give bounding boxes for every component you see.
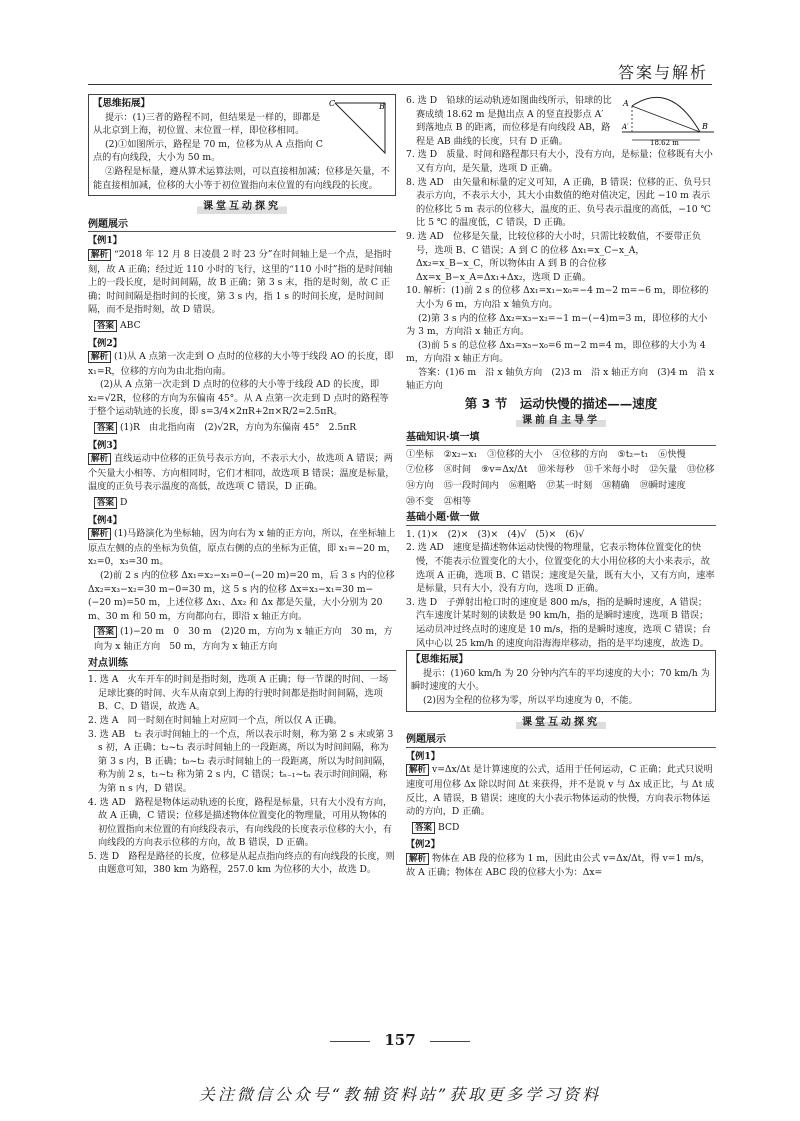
kn-19: ⑲瞬时速度 <box>639 480 686 492</box>
kn-14: ⑭方向 <box>406 480 434 492</box>
fig-label-a: A <box>623 99 629 108</box>
example-2-analysis-2: (2)从 A 点第一次走到 D 点时的位移的大小等于线段 AD 的长度，即 x₂=√2R，位移的方向为东偏南 45°。从 A 点第一次走到 D 点时的路程等于整个运动轨迹的长度，即 s=3/4×2πR+2π×R/2=2.5πR。 <box>88 379 389 418</box>
example-4-label: 【例4】 <box>88 514 122 526</box>
item-7: 7. 选 D 质量、时间和路程都只有大小，没有方向，是标量；位移既有大小又有方向，是矢量，选项 D 正确。 <box>406 149 713 174</box>
kn-17: ⑰某一时刻 <box>546 480 593 492</box>
think2-p1: 提示：(1)60 km/h 为 20 分钟内汽车的平均速度的大小；70 km/h 为瞬时速度的大小。 <box>411 667 710 693</box>
fig-label-a-prime: A′ <box>622 123 629 131</box>
kn-4: ④位移的方向 <box>552 448 608 460</box>
example-2-label: 【例2】 <box>88 337 122 349</box>
section-small: 基础小题·做一做 <box>406 511 716 526</box>
kn-10: ⑩米每秒 <box>537 464 575 476</box>
section-basic: 基础知识·填一填 <box>406 431 716 446</box>
kn-15: ⑮一段时间内 <box>443 480 499 492</box>
kn-16: ⑯粗略 <box>508 480 537 492</box>
example-4-analysis-1: 解析 (1)马路演化为坐标轴，因为向右为 x 轴的正方向，所以，在坐标轴上原点左侧的点的坐标为负值，原点右侧的点的坐标为正值，即 x₁=−20 m，x₂=0，x₃=30 m。 <box>88 528 396 568</box>
banner-preclass: 课前自主导学 <box>406 414 716 428</box>
r-example-1-label: 【例1】 <box>406 750 440 762</box>
kn-8: ⑧时间 <box>443 464 472 476</box>
r-example-1-answer: 答案 BCD <box>412 821 716 836</box>
banner-classroom-2: 课堂互动探究 <box>406 716 716 730</box>
kn-3: ③位移的大小 <box>487 448 543 460</box>
small-2: 2. 选 AD 速度是描述物体运动快慢的物理量，它表示物体位置变化的快慢，不能表示位置变化的大小，位置变化的大小用位移的大小来表示，故选项 A 正确，选项 B、C 错误；速度是矢量，既有大小，又有方向，速率是标量，只有大小，没有方向，选项 D 正确。 <box>406 542 715 595</box>
kn-5: ⑤t₂−t₁ <box>617 448 649 460</box>
kn-20: ⑳不变 <box>406 495 434 507</box>
page-number: 157 <box>384 1031 416 1049</box>
example-1-analysis: 解析 “2018 年 12 月 8 日凌晨 2 时 23 分”在时间轴上是一个点，是指时刻，故 A 正确；经过近 110 小时的飞行，这里的“110 小时”指的是时间轴上的一段长度，是时间间隔，故 B 正确；第 3 s 末，指的是时刻，故 C 正确；时间间隔是指时间的长度，第 3 s 内，指 1 s 的时间长度，是时间间隔，而不是指时刻，故 D 错误。 <box>88 248 393 316</box>
example-1-label: 【例1】 <box>88 235 122 247</box>
item-10-2: (2)第 3 s 内的位移 Δx₂=x₃−x₂=−1 m−(−4)m=3 m，即位移的大小为 3 m，方向沿 x 轴正方向。 <box>406 312 708 338</box>
header-title: 答案与解析 <box>617 63 708 82</box>
think-extension-box <box>88 94 396 196</box>
page-rule-right <box>430 1041 470 1042</box>
practice-4: 4. 选 AD 路程是物体运动轨迹的长度，路程是标量，只有大小没有方向，故 A 正确，C 错误；位移是描述物体位置变化的物理量，可用从物体的初位置指向末位置的有向线段表示，有向线段的长度表示位移的大小，有向线段的方向表示位移的方向，故 B 错误，D 正确。 <box>88 796 393 849</box>
section-examples: 例题展示 <box>88 218 396 233</box>
practice-5: 5. 选 D 路程是路径的长度，位移是从起点指向终点的有向线段的长度，则由题意可知，380 km 为路程，257.0 km 为位移的大小，故选 D。 <box>88 850 395 876</box>
fig-distance: 18.62 m <box>650 139 679 146</box>
fig-label-c: C <box>329 99 336 108</box>
practice-1: 1. 选 A 火车开车的时间是指时刻，选项 A 正确；每一节课的时间、一场足球比赛的时间、火车从南京到上海的行驶时间都是指时间间隔，选项 B、C、D 错误，故选 A。 <box>88 674 389 713</box>
think2-title: 【思维拓展】 <box>411 654 469 666</box>
kn-2: ②x₂−x₁ <box>443 448 478 460</box>
section-practice: 对点训练 <box>88 657 396 672</box>
kn-13: ⑬位移 <box>686 464 715 476</box>
think2-p2: (2)因为全程的位移为零，所以平均速度为 0，不能。 <box>423 694 638 706</box>
example-2-answer: 答案 (1)R 由北指向南 (2)√2R，方向为东偏南 45° 2.5πR <box>94 421 396 436</box>
think-p3: ②路程是标量，遵从算术运算法则，可以直接相加减；位移是矢量，不能直接相加减，位移的大小等于初位置指向末位置的有向线段的长度。 <box>93 165 390 191</box>
item-6: 6. 选 D 铅球的运动轨迹如图曲线所示，铅球的比赛成绩 18.62 m 是抛出点 A 的竖直投影点 A′ 到落地点 B 的距离，而位移是有向线段 AB，路程是 AB 曲线的长度，只有 D 正确。 <box>406 95 612 147</box>
footer-note: 关注微信公众号“教辅资料站”获取更多学习资料 <box>198 1085 602 1104</box>
knowledge-list <box>406 448 716 508</box>
right-column <box>406 94 716 880</box>
example-3-analysis: 解析 直线运动中位移的正负号表示方向，不表示大小，故选项 A 错误；两个矢量大小相等、方向相同时，它们才相同，故选项 B 错误；温度是标量，温度的正负号表示温度的高低，故选项 C 错误，D 正确。 <box>88 453 395 493</box>
kn-6: ⑥快慢 <box>658 448 686 460</box>
think-extension-box-2 <box>406 650 716 711</box>
kn-11: ⑪千米每小时 <box>584 464 640 476</box>
practice-2: 2. 选 A 同一时刻在时间轴上对应同一个点，所以仅 A 正确。 <box>88 714 343 726</box>
r-example-2-label: 【例2】 <box>406 839 440 851</box>
example-2-analysis-1: 解析 (1)从 A 点第一次走到 O 点时的位移的大小等于线段 AO 的长度，即 x₁=R，位移的方向为由北指向南。 <box>88 351 394 377</box>
example-4-answer: 答案 (1)−20 m 0 30 m (2)20 m，方向为 x 轴正方向 30 m，方向为 x 轴正方向 50 m，方向为 x 轴正方向 <box>94 626 393 652</box>
r-example-2-analysis: 解析 物体在 AB 段的位移为 1 m，因此由公式 v=Δx/Δt，得 v=1 m/s，故 A 正确；物体在 ABC 段的位移大小为：Δx= <box>406 852 710 879</box>
practice-3: 3. 选 AB t₂ 表示时间轴上的一个点，所以表示时刻，称为第 2 s 末或第 3 s 初，A 正确；t₂~t₃ 表示时间轴上的一段距离，所以为时间间隔，称为第 3 s 内，B 正确；t₀~t₂ 表示时间轴上的一段距离，所以为时间间隔，称为前 2 s，t₁~t₂ 称为第 2 s 内，C 错误；tₙ₋₁~tₙ 表示时间间隔，称为第 n s 内，D 错误。 <box>88 728 394 794</box>
r-example-1-analysis: 解析 v=Δx/Δt 是计算速度的公式，适用于任何运动，C 正确；此式只说明速度可用位移 Δx 除以时间 Δt 来获得，并不是说 v 与 Δx 成正比，与 Δt 成反比，A 错误，B 错误；速度的大小表示物体运动的快慢，方向表示物体运动的方向，D 正确。 <box>406 764 715 818</box>
fig-label-b2: B <box>702 122 708 131</box>
shot-put-figure <box>620 94 716 146</box>
think-p1: 提示：(1)三者的路程不同，但结果是一样的，即都是从北京到上海，初位置、末位置一样，即位移相同。 <box>93 111 321 137</box>
kn-1: ①坐标 <box>406 448 434 460</box>
fig-label-b: B <box>379 102 385 111</box>
think-title: 【思维拓展】 <box>93 98 151 109</box>
kn-7: ⑦位移 <box>406 464 434 476</box>
item-8: 8. 选 AD 由矢量和标量的定义可知，A 正确，B 错误；位移的正、负号只表示方向，不表示大小，其大小由数值的绝对值决定，因此 −10 m 表示的位移比 5 m 表示的位移大，温度的正、负号表示温度的高低，−10 ℃ 比 5 ℃ 的温度低，C 错误，D 正确。 <box>406 176 712 229</box>
example-3-label: 【例3】 <box>88 439 122 451</box>
example-1-answer: 答案 ABC <box>94 319 396 334</box>
section-examples-2: 例题展示 <box>406 733 716 748</box>
example-4-analysis-2: (2)前 2 s 内的位移 Δx₁=x₂−x₁=0−(−20 m)=20 m，后 3 s 内的位移 Δx₂=x₃−x₂=30 m−0=30 m，这 5 s 内的位移 Δx=x₃−x₁=30 m−(−20 m)=50 m，上述位移 Δx₁、Δx₂ 和 Δx 都是矢量，大小分别为 20 m、30 m 和 50 m，方向都向右，即沿 x 轴正方向。 <box>88 570 395 622</box>
item-10-answer: 答案：(1)6 m 沿 x 轴负方向 (2)3 m 沿 x 轴正方向 (3)4 m 沿 x 轴正方向 <box>406 366 715 392</box>
header-rule <box>88 84 712 85</box>
kn-18: ⑱精确 <box>602 480 630 492</box>
think-p2: (2)①如图所示，路程是 70 m，位移为从 A 点指向 C 点的有向线段，大小为 50 m。 <box>93 138 323 164</box>
kn-21: ㉑相等 <box>443 495 472 507</box>
item-10-3: (3)前 5 s 的总位移 Δx₃=x₅−x₀=6 m−2 m=4 m，即位移的大小为 4 m，方向沿 x 轴正方向。 <box>406 339 706 365</box>
small-3: 3. 选 D 子弹射出枪口时的速度是 800 m/s，指的是瞬时速度，A 错误；汽车速度计某时刻的读数是 90 km/h，指的是瞬时速度，选项 B 错误；运动员冲过终点时的速度是 10 m/s，指的是瞬时速度，选项 C 错误；台风中心以 25 km/h 的速度向沿海海岸移动，指的是平均速度，故选 D。 <box>406 596 711 649</box>
item-9: 9. 选 AD 位移是矢量，比较位移的大小时，只需比较数值，不要带正负号，选项 B、C 错误；A 到 C 的位移 Δx₁=x_C−x_A，Δx₂=x_B−x_C，所以物体由 A 到 B 的合位移 Δx=x_B−x_A=Δx₁+Δx₂，选项 D 正确。 <box>406 230 702 283</box>
kn-12: ⑫矢量 <box>649 464 677 476</box>
left-column <box>88 94 396 877</box>
banner-classroom: 课堂互动探究 <box>88 200 396 214</box>
item-10: 10. 解析：(1)前 2 s 的位移 Δx₁=x₁−x₀=−4 m−2 m=−6 m，即位移的大小为 6 m，方向沿 x 轴负方向。 <box>406 285 709 310</box>
kn-9: ⑨v=Δx/Δt <box>481 464 528 476</box>
small-1: 1. (1)× (2)× (3)× (4)√ (5)× (6)√ <box>406 528 585 540</box>
section-title: 第 3 节 运动快慢的描述——速度 <box>464 396 658 412</box>
example-3-answer: 答案 D <box>94 496 396 511</box>
triangle-figure <box>329 97 391 157</box>
